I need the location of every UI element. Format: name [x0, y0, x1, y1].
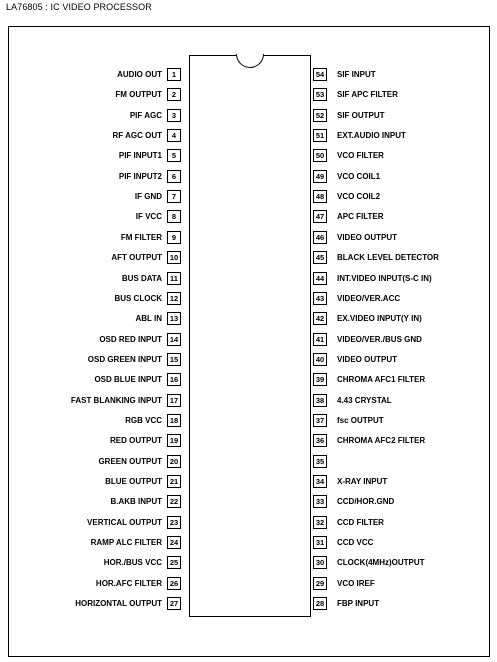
pin-4-label: RF AGC OUT — [112, 131, 162, 140]
pin-18-number: 18 — [167, 414, 181, 427]
pin-5-number: 5 — [167, 149, 181, 162]
pin-49-label: VCO COIL1 — [337, 172, 381, 181]
pin-12-number: 12 — [167, 292, 181, 305]
pin-23-number: 23 — [167, 516, 181, 529]
pin-50-label: VCO FILTER — [337, 151, 384, 160]
pin-13-label: ABL IN — [135, 314, 162, 323]
pin-54-number: 54 — [313, 68, 327, 81]
pin-20-number: 20 — [167, 455, 181, 468]
pin-16-number: 16 — [167, 373, 181, 386]
ic-package-body — [189, 55, 311, 617]
pin-16-label: OSD BLUE INPUT — [94, 375, 162, 384]
pin-46-number: 46 — [313, 231, 327, 244]
pin-47-label: APC FILTER — [337, 212, 384, 221]
pin-46-label: VIDEO OUTPUT — [337, 233, 398, 242]
pin-29-label: VCO IREF — [337, 579, 375, 588]
pin-52-label: SIF OUTPUT — [337, 111, 385, 120]
pin-18-label: RGB VCC — [125, 416, 162, 425]
pin-48-number: 48 — [313, 190, 327, 203]
pin-36-number: 36 — [313, 434, 327, 447]
pin-7-label: IF GND — [134, 192, 162, 201]
pin-40-label: VIDEO OUTPUT — [337, 355, 398, 364]
pin-26-number: 26 — [167, 577, 181, 590]
pin-21-label: BLUE OUTPUT — [105, 477, 162, 486]
pin-11-label: BUS DATA — [121, 274, 162, 283]
pin-28-number: 28 — [313, 597, 327, 610]
pin-42-label: EX.VIDEO INPUT(Y IN) — [337, 314, 422, 323]
pin-54-label: SIF INPUT — [337, 70, 376, 79]
pin-31-number: 31 — [313, 536, 327, 549]
pin-14-label: OSD RED INPUT — [99, 335, 162, 344]
pin-24-number: 24 — [167, 536, 181, 549]
pin-26-label: HOR.AFC FILTER — [95, 579, 162, 588]
pin-5-label: PIF INPUT1 — [118, 151, 162, 160]
pin-51-label: EXT.AUDIO INPUT — [337, 131, 406, 140]
pin-14-number: 14 — [167, 333, 181, 346]
pin-3-number: 3 — [167, 109, 181, 122]
pin-44-label: INT.VIDEO INPUT(S-C IN) — [337, 274, 432, 283]
pin-6-label: PIF INPUT2 — [118, 172, 162, 181]
pin-24-label: RAMP ALC FILTER — [90, 538, 162, 547]
pin-17-label: FAST BLANKING INPUT — [70, 396, 162, 405]
pin-9-label: FM FILTER — [120, 233, 162, 242]
pin-1-number: 1 — [167, 68, 181, 81]
pin-17-number: 17 — [167, 394, 181, 407]
pin-32-number: 32 — [313, 516, 327, 529]
pin-49-number: 49 — [313, 170, 327, 183]
pin-50-number: 50 — [313, 149, 327, 162]
pin-30-label: CLOCK(4MHz)OUTPUT — [337, 558, 425, 567]
pin-31-label: CCD VCC — [337, 538, 374, 547]
pin-42-number: 42 — [313, 312, 327, 325]
pin-34-label: X-RAY INPUT — [337, 477, 388, 486]
pin-33-number: 33 — [313, 495, 327, 508]
pin-25-label: HOR./BUS VCC — [103, 558, 162, 567]
pin-27-number: 27 — [167, 597, 181, 610]
pin-48-label: VCO COIL2 — [337, 192, 381, 201]
pin-53-number: 53 — [313, 88, 327, 101]
pin-2-label: FM OUTPUT — [115, 90, 162, 99]
pin-30-number: 30 — [313, 556, 327, 569]
pin-53-label: SIF APC FILTER — [337, 90, 398, 99]
pin-37-label: fsc OUTPUT — [337, 416, 384, 425]
pin-32-label: CCD FILTER — [337, 518, 384, 527]
pin-13-number: 13 — [167, 312, 181, 325]
pin-28-label: FBP INPUT — [337, 599, 380, 608]
pin-29-number: 29 — [313, 577, 327, 590]
pin-39-number: 39 — [313, 373, 327, 386]
pin-19-number: 19 — [167, 434, 181, 447]
pin-21-number: 21 — [167, 475, 181, 488]
pin-23-label: VERTICAL OUTPUT — [87, 518, 162, 527]
pin-10-label: AFT OUTPUT — [111, 253, 162, 262]
pin-1-label: AUDIO OUT — [117, 70, 162, 79]
pin-2-number: 2 — [167, 88, 181, 101]
pin-4-number: 4 — [167, 129, 181, 142]
pin-35-number: 35 — [313, 455, 327, 468]
pin-34-number: 34 — [313, 475, 327, 488]
pin-36-label: CHROMA AFC2 FILTER — [337, 436, 426, 445]
pin-10-number: 10 — [167, 251, 181, 264]
page-title: LA76805 : IC VIDEO PROCESSOR — [6, 2, 152, 12]
pin-45-number: 45 — [313, 251, 327, 264]
pin-40-number: 40 — [313, 353, 327, 366]
pin-22-number: 22 — [167, 495, 181, 508]
pin-9-number: 9 — [167, 231, 181, 244]
pin-12-label: BUS CLOCK — [114, 294, 162, 303]
pin-8-label: IF VCC — [135, 212, 162, 221]
pin-6-number: 6 — [167, 170, 181, 183]
pin-37-number: 37 — [313, 414, 327, 427]
pin-8-number: 8 — [167, 210, 181, 223]
pin-33-label: CCD/HOR.GND — [337, 497, 395, 506]
pin-38-label: 4.43 CRYSTAL — [337, 396, 392, 405]
pin-44-number: 44 — [313, 272, 327, 285]
pin-25-number: 25 — [167, 556, 181, 569]
pin-39-label: CHROMA AFC1 FILTER — [337, 375, 426, 384]
pin-20-label: GREEN OUTPUT — [98, 457, 162, 466]
pin-41-label: VIDEO/VER./BUS GND — [337, 335, 422, 344]
pin-3-label: PIF AGC — [129, 111, 162, 120]
pin-43-label: VIDEO/VER.ACC — [337, 294, 401, 303]
pin-52-number: 52 — [313, 109, 327, 122]
pin-7-number: 7 — [167, 190, 181, 203]
pin-11-number: 11 — [167, 272, 181, 285]
pin-19-label: RED OUTPUT — [110, 436, 162, 445]
pin-51-number: 51 — [313, 129, 327, 142]
pin-38-number: 38 — [313, 394, 327, 407]
pin-41-number: 41 — [313, 333, 327, 346]
pin-22-label: B.AKB INPUT — [110, 497, 162, 506]
pin-45-label: BLACK LEVEL DETECTOR — [337, 253, 439, 262]
pin-15-number: 15 — [167, 353, 181, 366]
pin-47-number: 47 — [313, 210, 327, 223]
pin-43-number: 43 — [313, 292, 327, 305]
pin-15-label: OSD GREEN INPUT — [87, 355, 162, 364]
pin-27-label: HORIZONTAL OUTPUT — [75, 599, 162, 608]
